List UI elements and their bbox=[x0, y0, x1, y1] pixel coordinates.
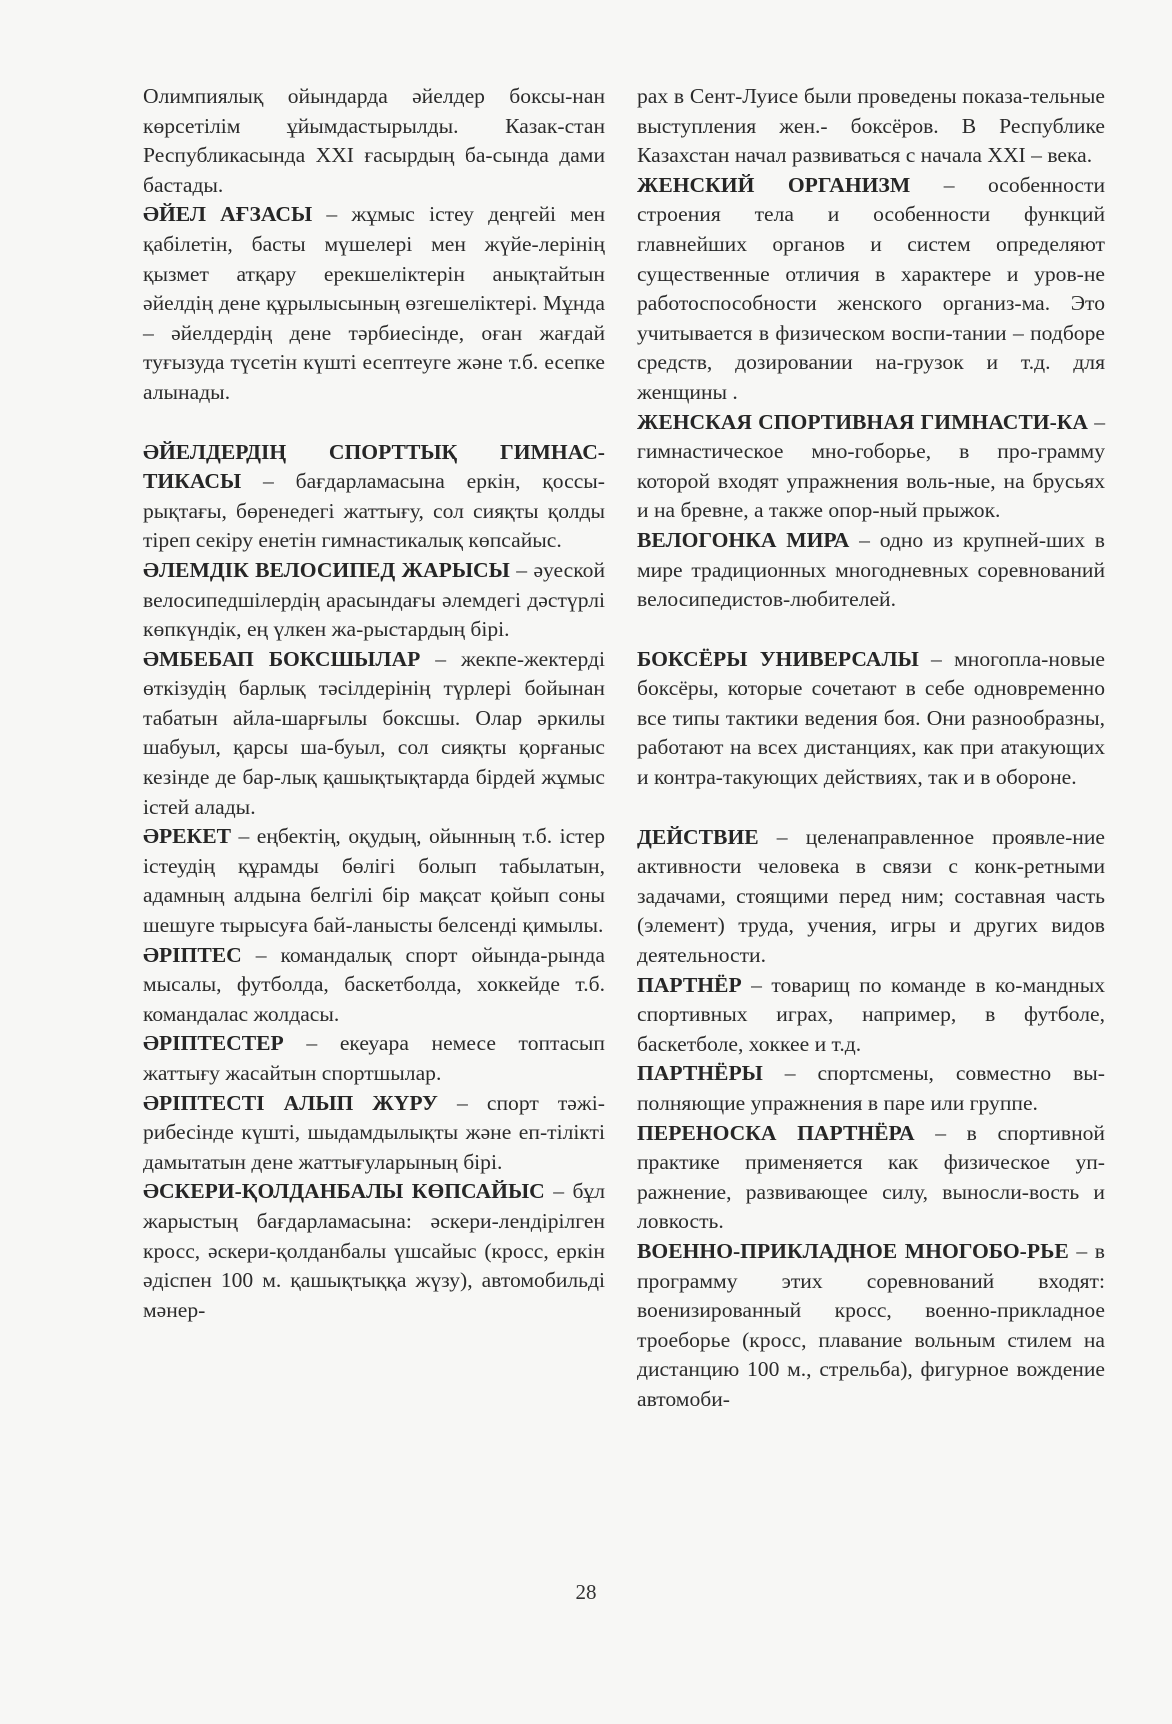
entry bbox=[143, 438, 605, 556]
left-column bbox=[143, 82, 605, 1325]
entry-term: ВЕЛОГОНКА МИРА bbox=[637, 527, 850, 552]
entry-definition: – жұмыс істеу деңгейі мен қабілетін, басты мүшелері мен жүйе-лерінің қызмет атқару ерекшеліктерін анықтайтын әйелдің дене құрылысының өзгешеліктері. Мұнда – әйелдердің дене тәрбиесінде, оған жағдай туғызуда түсетін күшті есептеуге және т.б. есепке алынады. bbox=[143, 202, 605, 404]
entry-term: ӘРІПТЕС bbox=[143, 942, 242, 967]
entry-definition: – целенаправленное проявле-ние активности человека в связи с конк-ретными задачами, стоящими перед ним; составная часть (элемент) труда, учения, игры и других видов деятельности. bbox=[637, 824, 1105, 968]
entry-term: ЖЕНСКАЯ СПОРТИВНАЯ ГИМНАСТИ-КА bbox=[637, 409, 1089, 434]
entry-definition: Олимпиялық ойындарда әйелдер боксы-нан көрсетілім ұйымдастырылды. Казак-стан Республикасында XXI ғасырдың ба-сында дами бастады. bbox=[143, 84, 605, 197]
entry bbox=[637, 171, 1105, 408]
entry-definition: рах в Сент-Луисе были проведены показа-тельные выступления жен.- боксёров. В Республике Казахстан начал развиваться с начала XXI – века. bbox=[637, 84, 1105, 168]
entry-definition: – одно из крупней-ших в мире традиционных многодневных соревнований велосипедистов-любителей. bbox=[637, 527, 1105, 612]
entry bbox=[143, 556, 605, 645]
entry bbox=[637, 526, 1105, 615]
entry bbox=[637, 408, 1105, 526]
entry-term: ӘЙЕЛДЕРДІҢ СПОРТТЫҚ ГИМНАС-ТИКАСЫ bbox=[143, 439, 605, 494]
entry bbox=[143, 200, 605, 407]
entry bbox=[143, 645, 605, 823]
right-column bbox=[637, 82, 1105, 1415]
entry-term: ЖЕНСКИЙ ОРГАНИЗМ bbox=[637, 172, 911, 197]
entry-term: ӘРЕКЕТ bbox=[143, 824, 232, 849]
entry bbox=[637, 1237, 1105, 1415]
entry bbox=[143, 1029, 605, 1088]
entry-term: ӘЙЕЛ АҒЗАСЫ bbox=[143, 202, 313, 227]
entry-continuation bbox=[637, 82, 1105, 171]
entry-definition: – многопла-новые боксёры, которые сочетают в себе одновременно все типы тактики ведения боя. Они разнообразны, работают на всех дистанциях, как при атакующих и контра-такующих действиях, так и в обороне. bbox=[637, 646, 1105, 790]
entry bbox=[143, 1177, 605, 1325]
entry-definition: – еңбектің, оқудың, ойынның т.б. істер істеудің құрамды бөлігі болып табылатын, адамның алдына белгілі бір мақсат қойып соны шешуге тырысуға бай-ланысты белсенді қимылы. bbox=[143, 824, 605, 938]
entry-definition: – командалық спорт ойында-рында мысалы, футболда, баскетболда, хоккейде т.б. командалас жолдасы. bbox=[143, 942, 605, 1026]
entry bbox=[637, 823, 1105, 971]
entry bbox=[637, 1059, 1105, 1118]
entry-definition: – спортсмены, совместно вы-полняющие упражнения в паре или группе. bbox=[637, 1061, 1105, 1115]
entry-term: ПЕРЕНОСКА ПАРТНЁРА bbox=[637, 1120, 915, 1145]
entry-term: ӘРІПТЕСТІ АЛЫП ЖҮРУ bbox=[143, 1090, 438, 1115]
entry-term: ВОЕННО-ПРИКЛАДНОЕ МНОГОБО-РЬЕ bbox=[637, 1238, 1069, 1263]
entry-term: ПАРТНЁРЫ bbox=[637, 1061, 763, 1086]
entry-definition: – гимнастическое мно-гоборье, в про-грамму которой входят упражнения воль-ные, на брусьях и на бревне, а также опор-ный прыжок. bbox=[637, 409, 1105, 523]
entry-term: ПАРТНЁР bbox=[637, 972, 742, 997]
entry-term: ДЕЙСТВИЕ bbox=[637, 824, 759, 849]
entry bbox=[637, 645, 1105, 793]
entry bbox=[143, 822, 605, 940]
entry bbox=[637, 971, 1105, 1060]
entry bbox=[143, 1089, 605, 1178]
entry-term: ӘМБЕБАП БОКСШЫЛАР bbox=[143, 646, 421, 671]
entry-term: ӘЛЕМДІК ВЕЛОСИПЕД ЖАРЫСЫ bbox=[143, 557, 510, 582]
entry-continuation bbox=[143, 82, 605, 200]
entry bbox=[143, 941, 605, 1030]
page-number: 28 bbox=[575, 1580, 597, 1604]
entry-term: ӘРІПТЕСТЕР bbox=[143, 1031, 284, 1056]
entry-term: ӘСКЕРИ-ҚОЛДАНБАЛЫ КӨПСАЙЫС bbox=[143, 1179, 545, 1204]
entry-definition: – жекпе-жектерді өткізудің барлық тәсілдерінің түрлері бойынан табатын айла-шарғылы боксшы. Олар әркилы шабуыл, қарсы ша-буыл, сол сияқты қорғаныс кезінде де бар-лық қашықтықтарда бірдей жұмыс істей алады. bbox=[143, 646, 605, 819]
entry-term: БОКСЁРЫ УНИВЕРСАЛЫ bbox=[637, 646, 919, 671]
entry-definition: – в программу этих соревнований входят: военизированный кросс, военно-прикладное троеборье (кросс, плавание вольным стилем на дистанцию 100 м., стрельба), фигурное вождение автомоби- bbox=[637, 1238, 1105, 1411]
entry-definition: – особенности строения тела и особенности функций главнейших органов и систем определяют существенные отличия в характере и уров-не работоспособности женского организ-ма. Это учитывается в физическом воспи-тании – подборе средств, дозировании на-грузок и т.д. для женщины . bbox=[637, 172, 1105, 404]
entry-definition: – бұл жарыстың бағдарламасына: әскери-лендірілген кросс, әскери-қолданбалы үшсайыс (кросс, еркін әдіспен 100 м. қашықтыққа жүзу), автомобильді мәнер- bbox=[143, 1179, 605, 1322]
entry-definition: – екеуара немесе топтасып жаттығу жасайтын спортшылар. bbox=[143, 1031, 605, 1085]
entry bbox=[637, 1119, 1105, 1237]
entry-definition: – товарищ по команде в ко-мандных спортивных играх, например, в футболе, баскетболе, хоккее и т.д. bbox=[637, 972, 1105, 1056]
entry-definition: – бағдарламасына еркін, қоссы-рықтағы, бөренедегі жаттығу, сол сияқты қолды тіреп секіру енетін гимнастикалық көпсайыс. bbox=[143, 469, 605, 553]
entry-definition: – спорт тәжі-рибесінде күшті, шыдамдылықты және еп-тілікті дамытатын дене жаттығуларының бірі. bbox=[143, 1090, 605, 1174]
entry-definition: – әуеской велосипедшілердің арасындағы әлемдегі дәстүрлі көпкүндік, ең үлкен жа-рыстардың бірі. bbox=[143, 557, 605, 642]
entry-definition: – в спортивной практике применяется как физическое уп-ражнение, развивающее силу, выносли-вость и ловкость. bbox=[637, 1120, 1105, 1234]
